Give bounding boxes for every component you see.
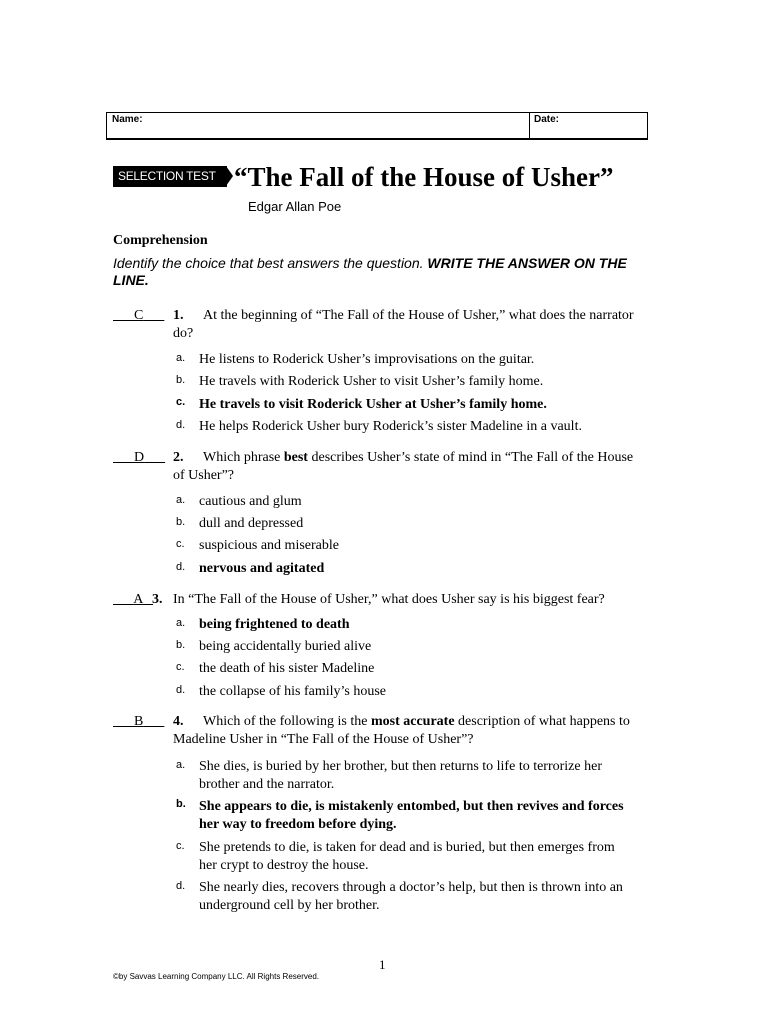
page-number: 1 [379,957,386,972]
answer-3: A [133,592,143,607]
question-text-part: Which phrase [203,450,284,465]
option-text: dull and depressed [199,516,304,531]
name-label: Name: [112,114,143,125]
option-text: cautious and glum [199,494,302,509]
section-heading: Comprehension [113,233,208,248]
question-text-2 [173,449,643,485]
question-text-1: At the beginning of “The Fall of the House of Usher,” what does the narrator do? [173,308,634,341]
author: Edgar Allan Poe [248,199,342,214]
option-text: the collapse of his family’s house [199,684,387,699]
option-text: She nearly dies, recovers through a doctor’s help, but then is thrown into an underground cell by her brother. [199,880,623,913]
answer-line-2[interactable] [113,450,165,466]
question-text-4 [173,713,653,749]
answer-4: B [134,714,144,729]
name-date-box [106,112,648,140]
option-text: She pretends to die, is taken for dead and is buried, but then emerges from her crypt to destroy the house. [199,840,615,873]
option-letter: d. [176,684,186,696]
answer-line-4[interactable] [113,714,164,730]
question-number-2: 2. [173,450,184,465]
option-text-correct: He travels to visit Roderick Usher at Usher’s family home. [199,397,547,412]
option-letter: b. [176,798,186,810]
option-letter: a. [176,352,186,364]
question-text-part: Which of the following is the [203,714,371,729]
question-number-4: 4. [173,714,184,729]
option-letter: a. [176,617,186,629]
option-letter: b. [176,639,186,651]
option-letter: b. [176,516,186,528]
option-text: He travels with Roderick Usher to visit Usher’s family home. [199,374,544,389]
option-letter: c. [176,396,186,408]
instructions [113,255,643,289]
option-letter: c. [176,538,185,550]
option-text-correct: nervous and agitated [199,561,325,576]
option-letter: a. [176,494,186,506]
question-text-part: describes Usher’s state of mind in “The Fall of the House of Usher”? [173,450,634,483]
option-text: He listens to Roderick Usher’s improvisations on the guitar. [199,352,535,367]
badge-arrow [226,166,233,186]
answer-2: D [134,450,145,465]
option-text-correct: being frightened to death [199,617,350,632]
option-text: the death of his sister Madeline [199,661,375,676]
instructions-text: Identify the choice that best answers the question. [113,255,428,271]
option-letter: c. [176,840,185,852]
option-text: He helps Roderick Usher bury Roderick’s sister Madeline in a vault. [199,419,582,434]
question-number-1: 1. [173,308,184,323]
option-letter: d. [176,561,186,573]
instructions-emphasis: WRITE THE ANSWER ON THE LINE. [113,255,627,288]
answer-line-1[interactable] [113,308,164,324]
option-text: She dies, is buried by her brother, but then returns to life to terrorize her brother and the narrator. [199,759,602,792]
answer-line-3[interactable] [113,592,153,608]
option-letter: d. [176,419,186,431]
option-letter: a. [176,759,186,771]
copyright-notice: ©by Savvas Learning Company LLC. All Rights Reserved. [113,972,319,981]
question-text-part: description of what happens to Madeline Usher in “The Fall of the House of Usher”? [173,714,630,747]
option-letter: c. [176,661,185,673]
answer-1: C [134,308,144,323]
name-date-divider [529,113,530,138]
page-title: “The Fall of the House of Usher” [234,162,614,192]
option-text-correct: She appears to die, is mistakenly entombed, but then revives and forces her way to freedom before dying. [199,799,624,832]
option-letter: d. [176,880,186,892]
option-letter: b. [176,374,186,386]
question-number-3: 3. [152,592,163,607]
question-text-emphasis: most accurate [370,714,455,729]
option-text: suspicious and miserable [199,538,339,553]
option-text: being accidentally buried alive [199,639,372,654]
question-text-3: In “The Fall of the House of Usher,” what does Usher say is his biggest fear? [173,592,605,607]
question-text-emphasis: best [283,450,308,465]
date-label: Date: [534,114,560,125]
badge-label: SELECTION TEST [118,169,216,183]
